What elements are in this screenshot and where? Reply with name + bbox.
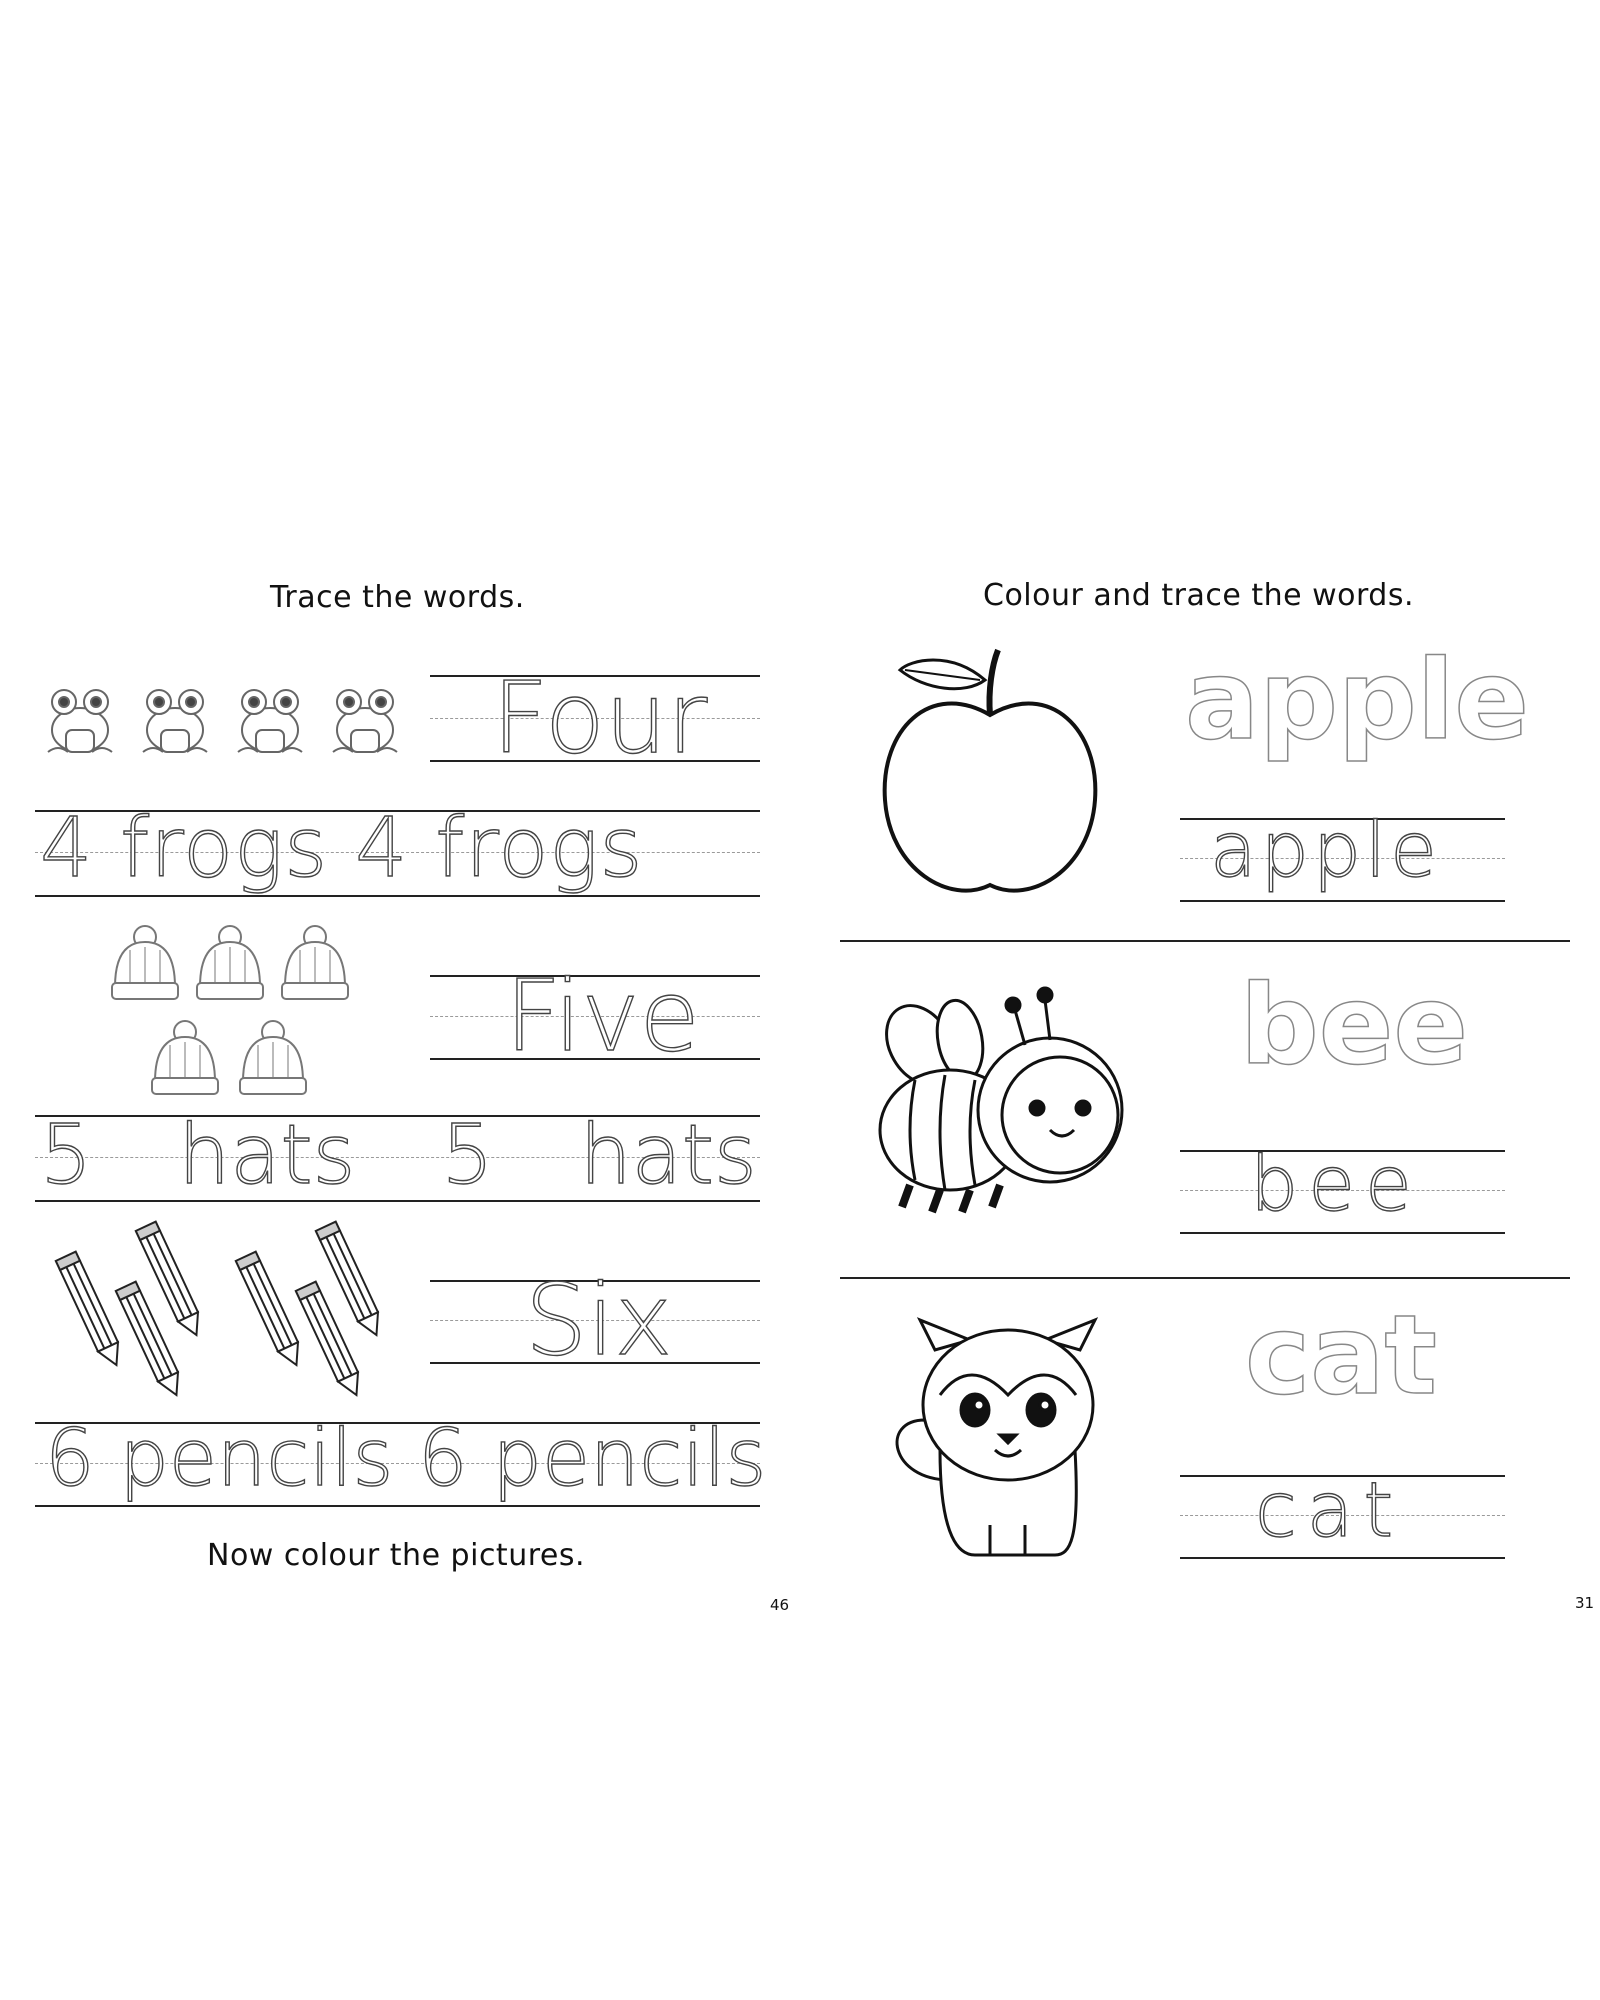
hat-icon [112,926,178,999]
outline-word-cat: cat [1245,1291,1438,1419]
right-page-number: 31 [1575,1594,1595,1612]
bee-icon [865,990,1145,1230]
frogs-illustration [40,680,420,770]
trace-phrase-hats: 5 hats 5 hats [40,1108,757,1203]
pencil-icon [236,1252,307,1370]
trace-phrase-frogs: 4 frogs 4 frogs [40,801,644,896]
outline-word-apple: apple [1185,636,1530,764]
right-instruction-top: Colour and trace the words. [983,578,1414,613]
frog-icon [333,690,397,752]
left-page-number: 46 [770,1596,790,1614]
cat-icon [880,1310,1140,1560]
trace-word-apple: apple [1210,805,1441,894]
frog-icon [48,690,112,752]
left-instruction-bottom: Now colour the pictures. [207,1538,586,1573]
trace-phrase-pencils: 6 pencils 6 pencils [45,1414,767,1504]
apple-icon [870,640,1110,910]
trace-word-five: Five [505,960,700,1074]
hat-icon [152,1021,218,1094]
pencils-illustration [50,1230,410,1395]
trace-word-bee: bee [1250,1139,1422,1228]
left-instruction-top: Trace the words. [270,580,525,615]
pencil-icon [56,1252,127,1370]
hats-illustration [110,925,360,1100]
hat-icon [282,926,348,999]
hat-icon [240,1021,306,1094]
outline-word-bee: bee [1240,961,1468,1089]
trace-word-six: Six [525,1264,673,1378]
frog-icon [238,690,302,752]
frog-icon [143,690,207,752]
trace-word-four: Four [492,662,708,776]
trace-word-cat: cat [1255,1465,1404,1554]
hat-icon [197,926,263,999]
